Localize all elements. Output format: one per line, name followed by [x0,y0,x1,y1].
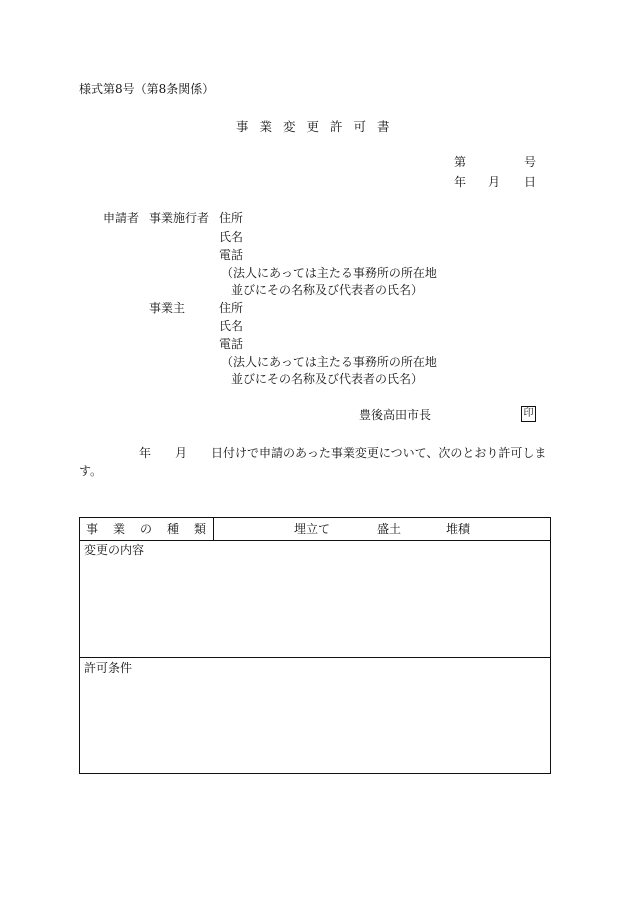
permit-conditions-label: 許可条件 [84,661,133,675]
owner-address-label: 住所 [219,301,244,315]
change-conditions-divider [80,657,550,658]
applicant-label: 申請者 [103,211,140,225]
contractor-note-line2: 並びにその名称及び代表者の氏名） [231,283,424,297]
contractor-label: 事業施行者 [149,211,210,225]
change-content-label: 変更の内容 [84,543,145,557]
contractor-phone-label: 電話 [219,248,244,262]
contractor-note-line1: （法人にあっては主たる事務所の所在地 [221,266,437,280]
owner-name-label: 氏名 [219,319,244,333]
form-number: 様式第8号（第8条関係） [79,82,215,96]
body-month: 月 [175,446,188,460]
mayor-title: 豊後高田市長 [359,408,432,422]
date-day: 日 [524,175,537,189]
body-text-line2: す。 [79,464,103,478]
contractor-name-label: 氏名 [219,230,244,244]
owner-label: 事業主 [149,301,186,315]
option-morido: 盛土 [377,522,402,536]
number-dai: 第 [454,155,467,169]
body-text-line1: 日付けで申請のあった事業変更について、次のとおり許可しま [211,446,547,460]
date-month: 月 [488,175,501,189]
business-type-label: 事業の種類 [86,522,222,536]
date-year: 年 [454,175,467,189]
number-go: 号 [524,155,537,169]
owner-phone-label: 電話 [219,337,244,351]
body-year: 年 [139,446,152,460]
option-taiseki: 堆積 [446,522,471,536]
contractor-address-label: 住所 [219,211,244,225]
document-title: 事業変更許可書 [236,119,401,134]
option-umetate: 埋立て [294,522,331,536]
owner-note-line2: 並びにその名称及び代表者の氏名） [231,372,424,386]
permit-table [79,517,551,774]
seal-mark: 印 [521,406,536,422]
owner-note-line1: （法人にあっては主たる事務所の所在地 [221,355,437,369]
